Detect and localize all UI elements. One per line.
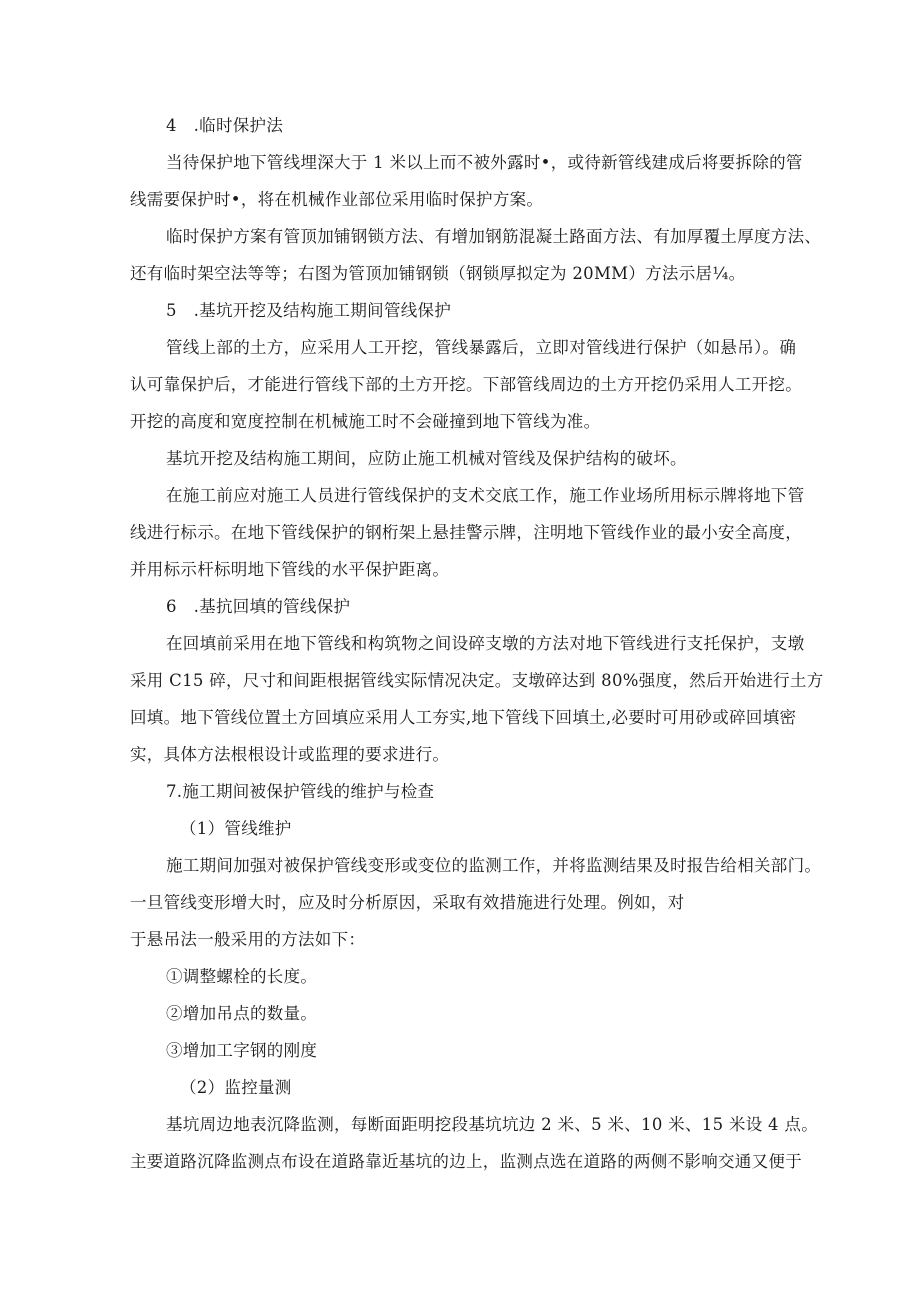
list-item: ②增加吊点的数量。 (166, 1004, 318, 1023)
paragraph-line: 管线上部的土方，应采用人工开挖，管线暴露后，立即对管线进行保护（如悬吊）。确 (166, 338, 797, 357)
paragraph-line: 采用 C15 碎，尺寸和间距根据管线实际情况决定。支墩碎达到 80%强度，然后开始进行土方 (130, 671, 824, 690)
subheading-pipeline-maintenance: （1）管线维护 (180, 819, 292, 838)
paragraph-line: 并用标示杆标明地下管线的水平保护距离。 (130, 560, 450, 579)
paragraph-line: 开挖的高度和宽度控制在机械施工时不会碰撞到地下管线为准。 (130, 412, 601, 431)
paragraph-line: 主要道路沉降监测点布设在道路靠近基坑的边上，监测点选在道路的两侧不影响交通又便于 (130, 1152, 802, 1171)
subheading-monitoring: （2）监控量测 (180, 1078, 292, 1097)
paragraph-line: 认可靠保护后，才能进行管线下部的土方开挖。下部管线周边的土方开挖仍采用人工开挖。 (130, 375, 802, 394)
paragraph-line: 一旦管线变形增大时，应及时分析原因，采取有效措施进行处理。例如，对 (130, 893, 685, 912)
paragraph-line: 基坑开挖及结构施工期间，应防止施工机械对管线及保护结构的破坏。 (166, 449, 687, 468)
paragraph-line: 在回填前采用在地下管线和构筑物之间设碎支墩的方法对地下管线进行支托保护，支墩 (166, 634, 805, 653)
paragraph-line: 在施工前应对施工人员进行管线保护的支术交底工作，施工作业场所用标示牌将地下管 (166, 486, 805, 505)
paragraph-line: 临时保护方案有管顶加铺钢锁方法、有增加钢筋混凝土路面方法、有加厚覆土厚度方法、 (166, 227, 822, 246)
heading-excavation-protection: 5 .基坑开挖及结构施工期间管线保护 (166, 301, 452, 320)
paragraph-line: 实，具体方法根根设计或监理的要求进行。 (130, 745, 450, 764)
paragraph-line: 于悬吊法一般采用的方法如下： (130, 930, 366, 949)
paragraph-line: 施工期间加强对被保护管线变形或变位的监测工作，并将监测结果及时报告给相关部门。 (166, 856, 822, 875)
list-item: ①调整螺栓的长度。 (166, 967, 318, 986)
paragraph-line: 当待保护地下管线埋深大于 1 米以上而不被外露时•，或待新管线建成后将要拆除的管 (166, 153, 803, 172)
paragraph-line: 回填。地下管线位置土方回填应采用人工夯实,地下管线下回填土,必要时可用砂或碎回填密 (130, 708, 797, 727)
heading-backfill-protection: 6 .基抗回填的管线保护 (166, 597, 351, 616)
paragraph-line: 线进行标示。在地下管线保护的钢桁架上悬挂警示牌，注明地下管线作业的最小安全高度， (130, 523, 802, 542)
list-item: ③增加工字钢的刚度 (166, 1041, 318, 1060)
heading-maintenance-inspection: 7.施工期间被保护管线的维护与检查 (166, 782, 435, 801)
paragraph-line: 基坑周边地表沉降监测，每断面距明挖段基坑坑边 2 米、5 米、10 米、15 米设 4 点。 (166, 1115, 818, 1134)
paragraph-line: 还有临时架空法等等；右图为管顶加铺钢锁（钢锁厚拟定为 20MM）方法示居¼。 (130, 264, 746, 283)
heading-temporary-protection: 4 .临时保护法 (166, 116, 284, 135)
paragraph-line: 线需要保护时•，将在机械作业部位采用临时保护方案。 (130, 190, 544, 209)
